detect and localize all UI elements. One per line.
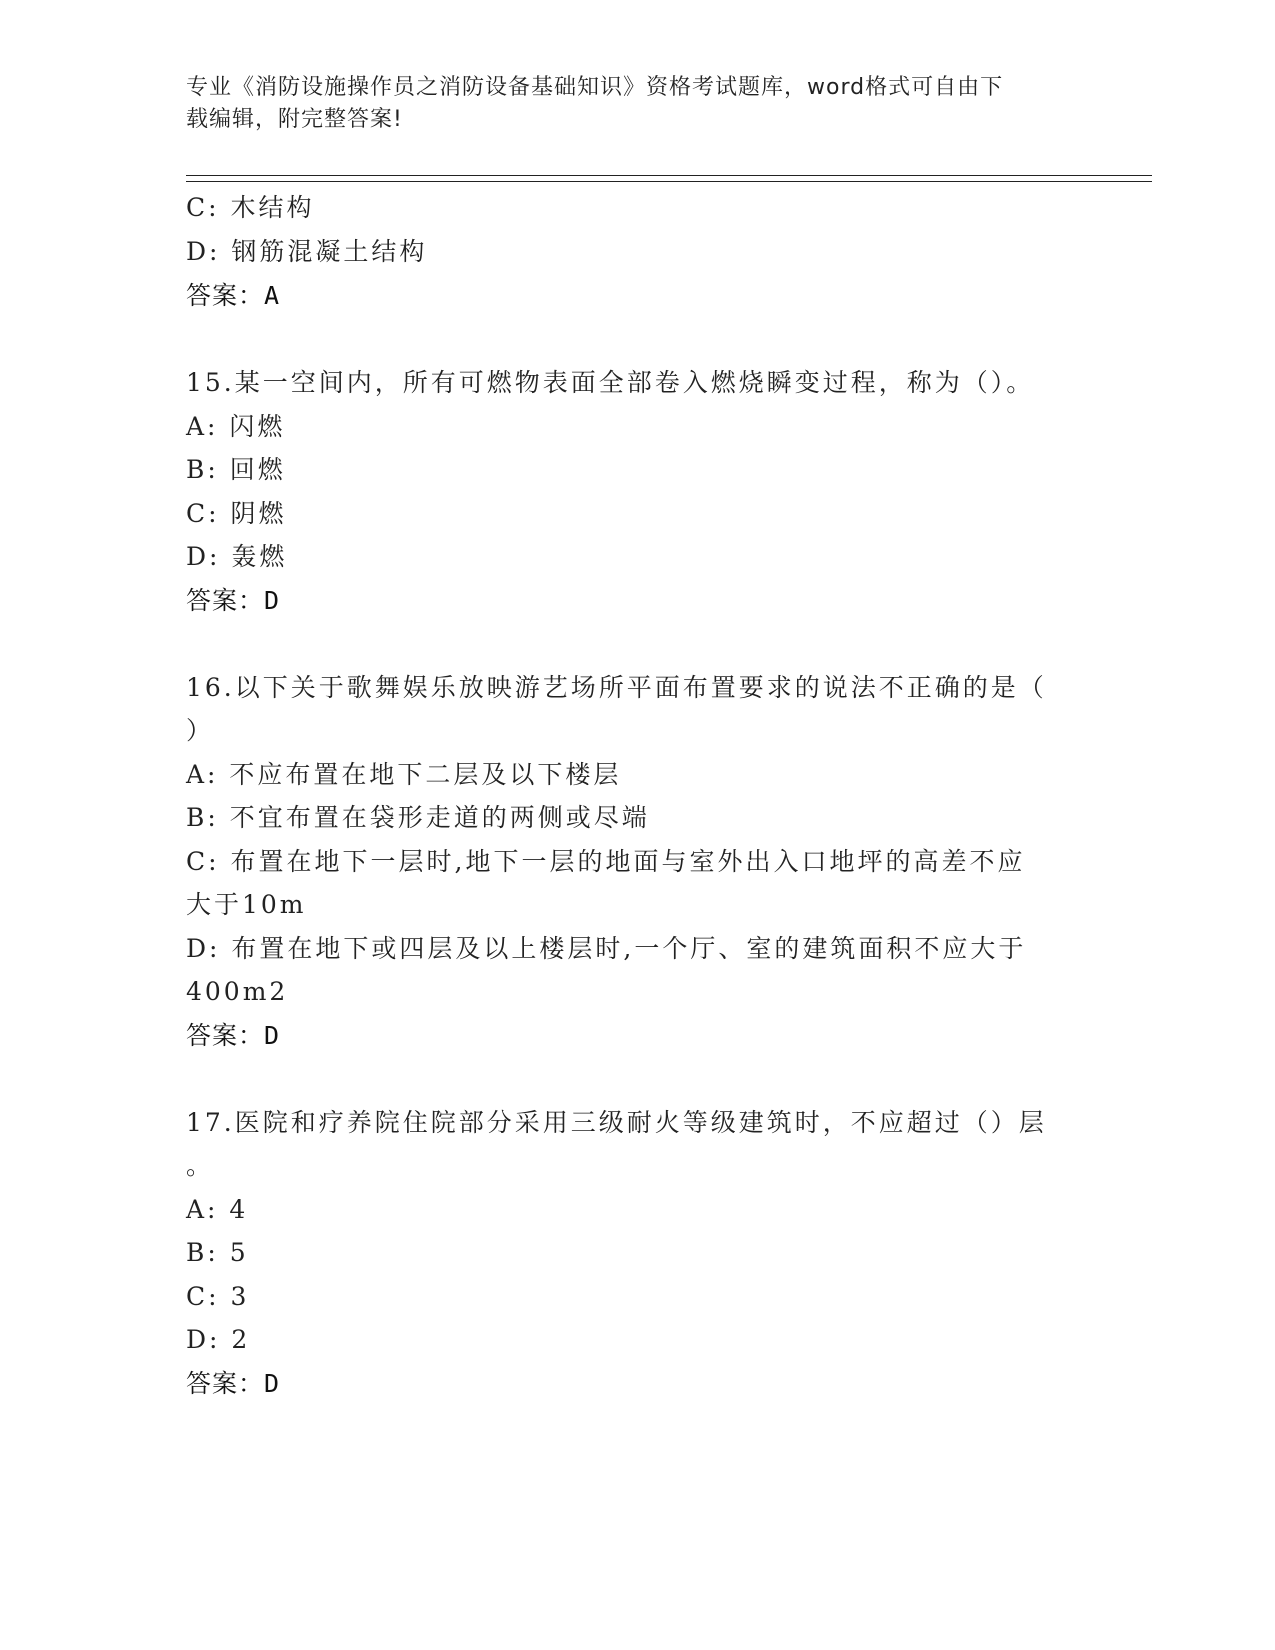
- q15-option-d: D: 轰燃: [186, 542, 288, 571]
- header-line-1: 专业《消防设施操作员之消防设备基础知识》资格考试题库，word格式可自由下: [186, 75, 1004, 100]
- q15-question: 15.某一空间内，所有可燃物表面全部卷入燃烧瞬变过程，称为（）。: [186, 368, 1035, 397]
- q15-option-b: B: 回燃: [186, 455, 286, 484]
- q17-option-d: D: 2: [186, 1325, 251, 1354]
- header-divider-top: [186, 175, 1152, 176]
- header-line-2: 载编辑，附完整答案!: [186, 107, 403, 132]
- q15-option-c: C: 阴燃: [186, 499, 287, 528]
- header-divider-bottom: [186, 181, 1152, 182]
- q14-answer: [186, 279, 1086, 313]
- answer-label: 答案：: [186, 1021, 265, 1050]
- q15-option-a: A: 闪燃: [186, 412, 286, 441]
- document-header: [186, 72, 1066, 136]
- q14-option-d: D: 钢筋混凝土结构: [186, 237, 428, 266]
- answer-value: D: [264, 586, 281, 615]
- q17-option-c: C: 3: [186, 1282, 250, 1311]
- q17-answer: [186, 1367, 1086, 1401]
- q14-option-c: C: 木结构: [186, 193, 315, 222]
- q16-option-d-line-2: 400m2: [186, 977, 289, 1006]
- q17-option-a: A: 4: [186, 1195, 249, 1224]
- q16-option-c-line-1: C: 布置在地下一层时,地下一层的地面与室外出入口地坪的高差不应: [186, 847, 1026, 876]
- q16-option-b: B: 不宜布置在袋形走道的两侧或尽端: [186, 803, 650, 832]
- q16-option-c-line-2: 大于10m: [186, 890, 307, 919]
- q16-option-d-line-1: D: 布置在地下或四层及以上楼层时,一个厅、室的建筑面积不应大于: [186, 934, 1027, 963]
- q16-option-a: A: 不应布置在地下二层及以下楼层: [186, 760, 622, 789]
- q17-question-line-1: 17.医院和疗养院住院部分采用三级耐火等级建筑时，不应超过（）层: [186, 1108, 1047, 1137]
- q15-answer: [186, 584, 1086, 618]
- answer-label: 答案：: [186, 586, 265, 615]
- answer-value: D: [264, 1369, 281, 1398]
- q16-question-line-1: 16.以下关于歌舞娱乐放映游艺场所平面布置要求的说法不正确的是（: [186, 673, 1047, 702]
- q17-option-b: B: 5: [186, 1238, 249, 1267]
- answer-label: 答案：: [186, 281, 265, 310]
- q16-question-line-2: ）: [186, 716, 215, 745]
- q17-question-line-2: 。: [186, 1151, 215, 1180]
- answer-value: D: [264, 1021, 281, 1050]
- q16-answer: [186, 1019, 1086, 1053]
- answer-value: A: [264, 281, 281, 310]
- answer-label: 答案：: [186, 1369, 265, 1398]
